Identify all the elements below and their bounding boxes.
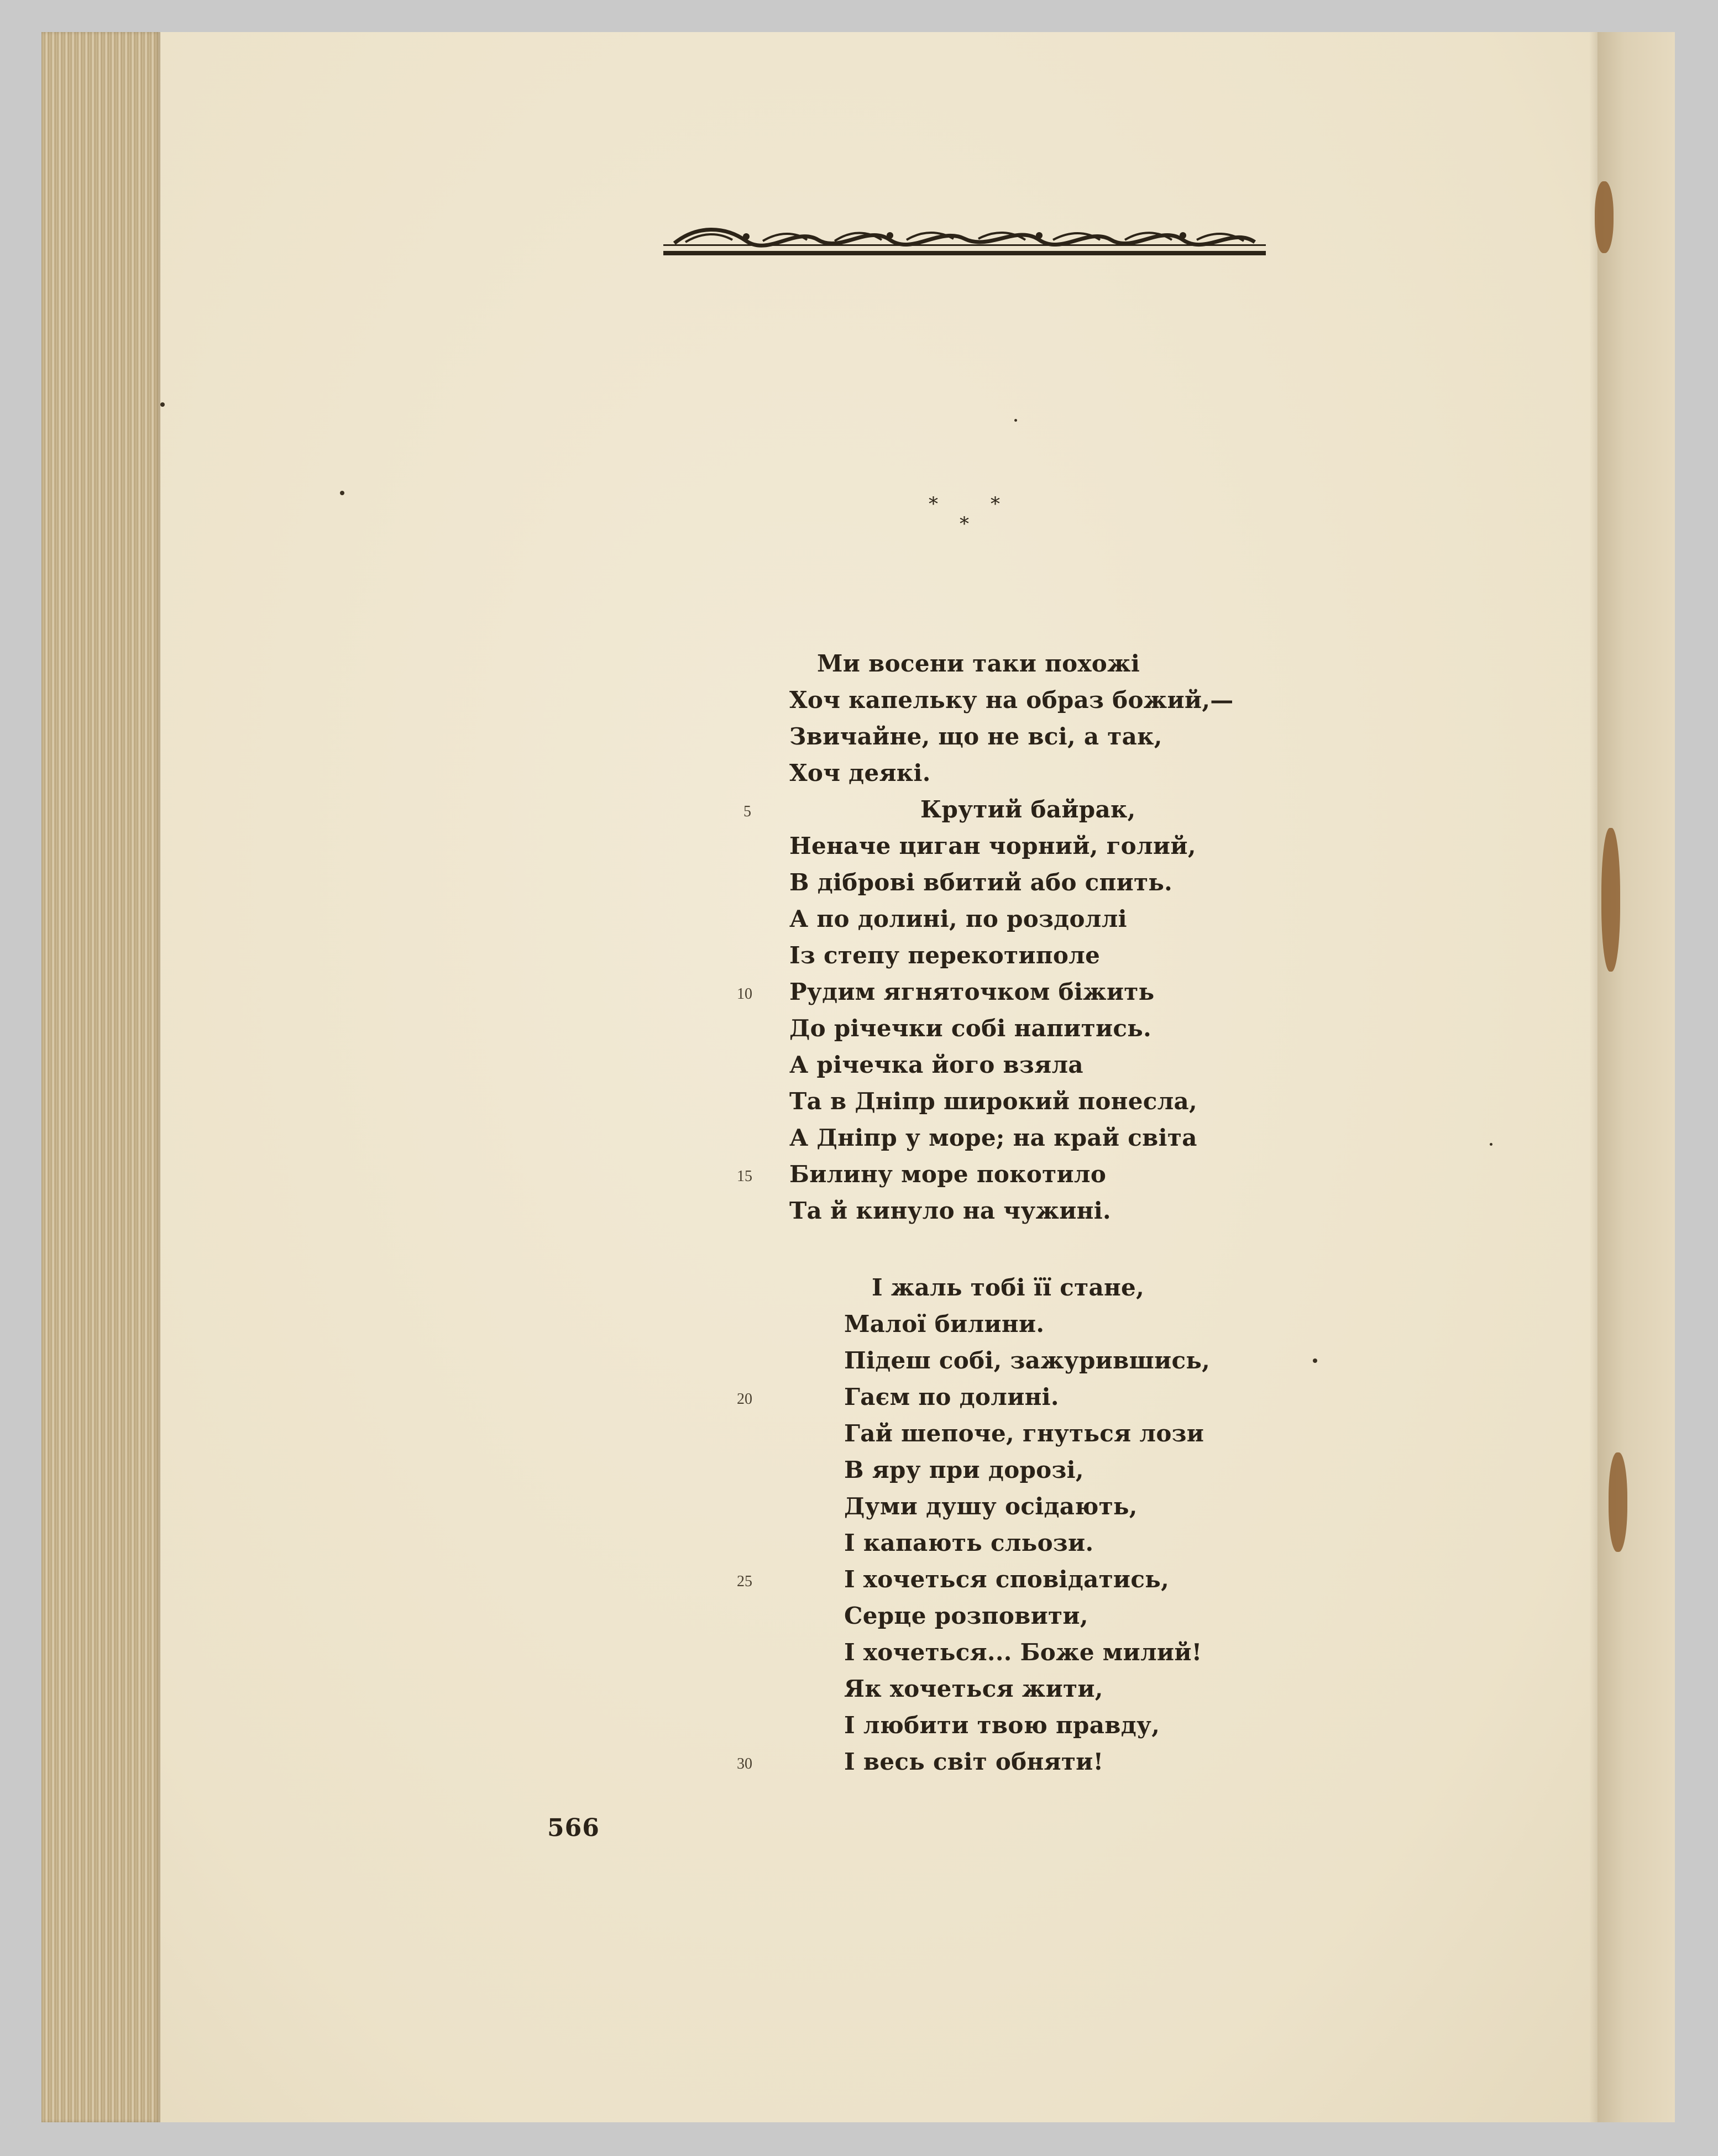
poem-line: Звичайне, що не всі, а так, [789, 723, 1162, 750]
poem-line: Думи душу осідають, [844, 1493, 1138, 1520]
poem-line: Неначе циган чорний, голий, [789, 832, 1196, 859]
poem-line: Серце розповити, [844, 1602, 1088, 1629]
poem-line: Із степу перекотиполе [789, 942, 1101, 969]
poem-line: І капають сльози. [844, 1529, 1094, 1556]
poem-line: Підеш собі, зажурившись, [844, 1347, 1211, 1374]
line-number: 25 [737, 1573, 752, 1590]
poem-line: В яру при дорозі, [844, 1456, 1084, 1483]
poem-line: Малої билини. [844, 1310, 1045, 1337]
poem-line: А Дніпр у море; на край світа [789, 1124, 1197, 1151]
poem-line: І хочеться... Боже милий! [844, 1639, 1202, 1666]
poem-line: І весь світ обняти! [844, 1748, 1104, 1775]
poem-line: І любити твою правду, [844, 1712, 1160, 1739]
line-number: 5 [743, 803, 751, 820]
page-number: 566 [547, 1814, 600, 1842]
poem-line: І хочеться сповідатись, [844, 1566, 1169, 1593]
poem-line: Гаєм по долині. [844, 1383, 1059, 1410]
poem-line: Хоч деякі. [789, 759, 931, 786]
asterisk: * [960, 513, 969, 535]
asterisk: * [991, 493, 1000, 515]
poem-line: А річечка його взяла [789, 1051, 1083, 1078]
line-number: 10 [737, 985, 752, 1003]
asterisk: * [929, 493, 938, 515]
poem-line: Крутий байрак, [920, 796, 1136, 823]
poem-line: Гай шепоче, гнуться лози [844, 1420, 1204, 1447]
poem-line: Рудим ягняточком біжить [789, 978, 1155, 1005]
poem-line: Та й кинуло на чужині. [789, 1197, 1111, 1224]
line-number: 20 [737, 1391, 752, 1408]
poem-line: Та в Дніпр широкий понесла, [789, 1088, 1197, 1115]
poem-line: Хоч капельку на образ божий,— [789, 686, 1234, 714]
poem-line: До річечки собі напитись. [789, 1015, 1152, 1042]
poem-line: І жаль тобі її стане, [872, 1274, 1144, 1301]
line-number: 30 [737, 1755, 752, 1772]
poem-line: Билину море покотило [789, 1161, 1107, 1188]
poem-line: В діброві вбитий або спить. [789, 869, 1173, 896]
poem-line: А по долині, по роздоллі [789, 905, 1127, 932]
line-number: 15 [737, 1168, 752, 1185]
poem-line: Як хочеться жити, [844, 1675, 1103, 1702]
poem-line: Ми восени таки похожі [817, 650, 1140, 677]
